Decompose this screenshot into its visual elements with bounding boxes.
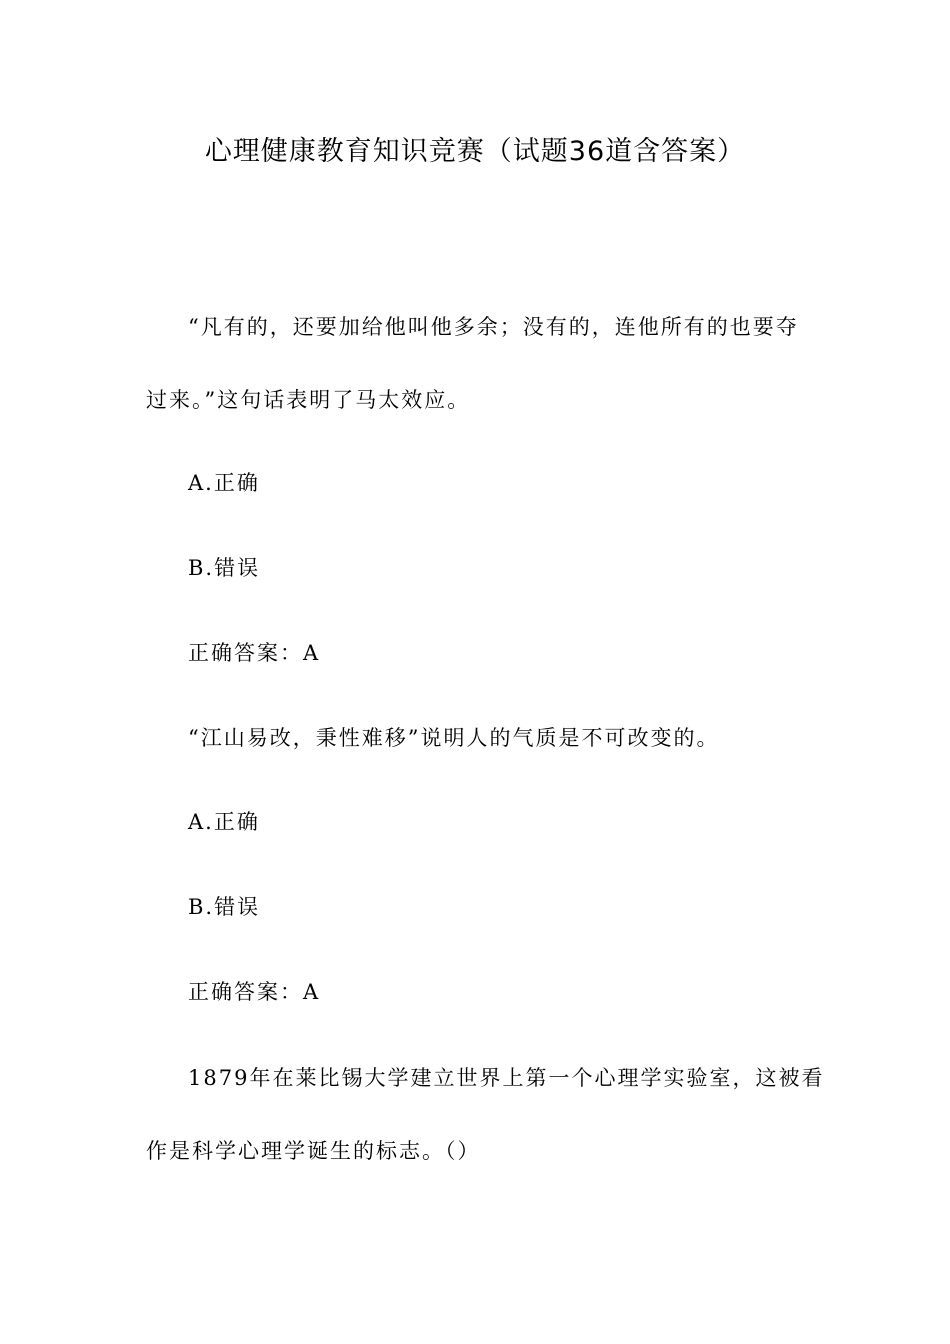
question-1-stem-line-1: “凡有的，还要加给他叫他多余；没有的，连他所有的也要夺: [188, 315, 799, 339]
question-1-option-a: A.正确: [188, 471, 260, 495]
question-2-option-b: B.错误: [188, 895, 261, 919]
question-3-stem-line-2: 作是科学心理学诞生的标志。（）: [146, 1139, 481, 1163]
document-title: 心理健康教育知识竞赛（试题36道含答案）: [204, 136, 746, 167]
question-2-stem: “江山易改，秉性难移”说明人的气质是不可改变的。: [188, 726, 720, 750]
question-1-stem-line-2: 过来。”这句话表明了马太效应。: [146, 388, 471, 412]
question-2-option-a: A.正确: [188, 810, 260, 834]
question-3-stem-line-1: 1879年在莱比锡大学建立世界上第一个心理学实验室，这被看: [188, 1066, 825, 1090]
question-1-option-b: B.错误: [188, 556, 261, 580]
question-2-answer: 正确答案：A: [188, 980, 321, 1004]
question-1-answer: 正确答案：A: [188, 641, 321, 665]
